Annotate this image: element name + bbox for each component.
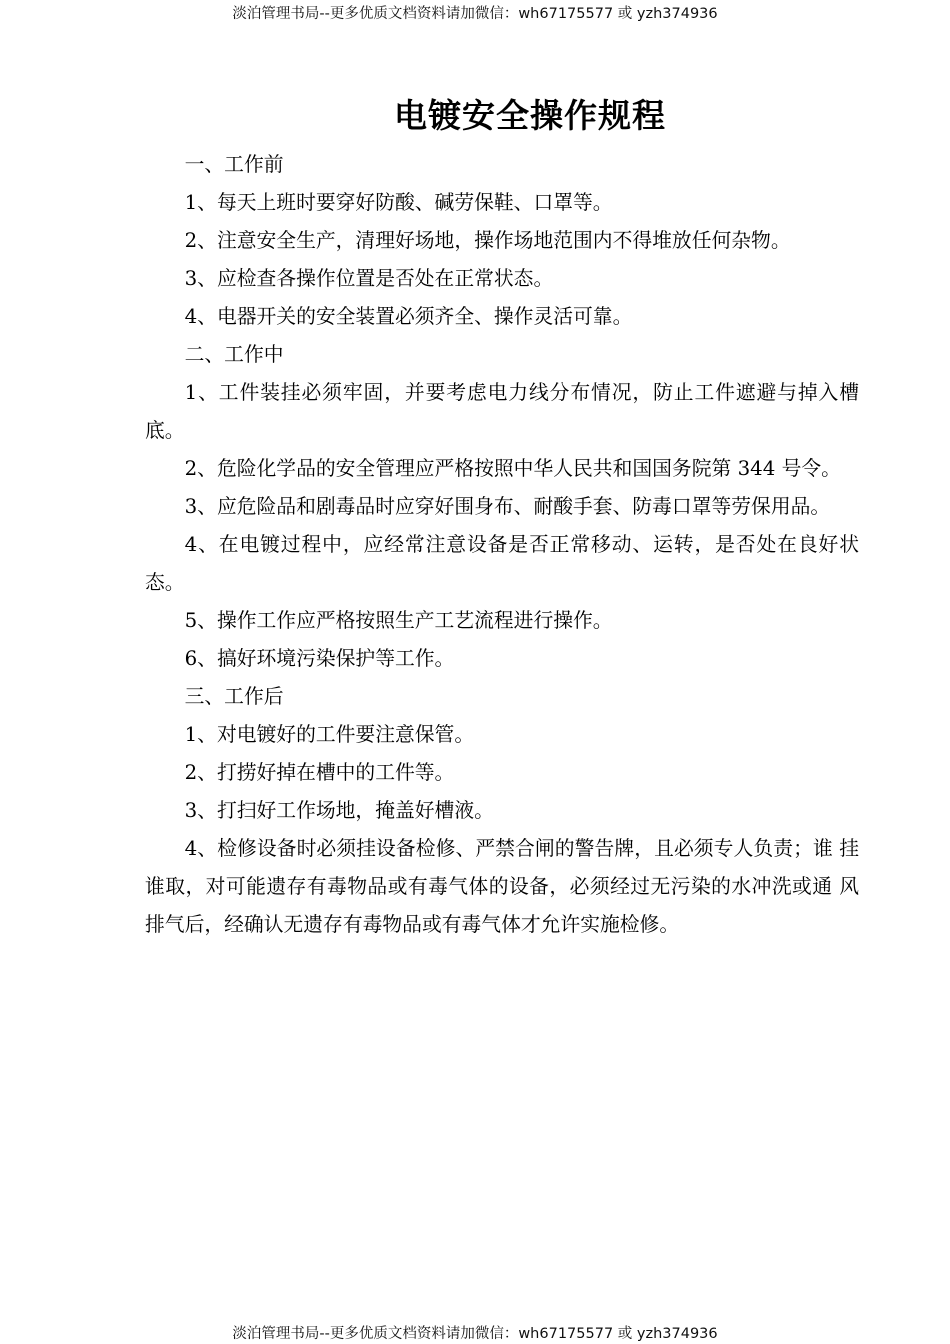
paragraph: 4、检修设备时必须挂设备检修、严禁合闸的警告牌，且必须专人负责；谁 挂谁取，对可能遗存有毒物品或有毒气体的设备，必须经过无污染的水冲洗或通 风排气后，经确认无遗存有毒物品或有毒气体才允许实施检修。 [145, 837, 859, 936]
section-heading: 二、工作中 [184, 343, 284, 366]
section-heading: 三、工作后 [184, 685, 284, 708]
paragraph: 1、对电镀好的工件要注意保管。 [184, 723, 475, 746]
paragraph: 1、工件装挂必须牢固，并要考虑电力线分布情况，防止工件遮避与掉入槽底。 [145, 381, 859, 442]
paragraph: 1、每天上班时要穿好防酸、碱劳保鞋、口罩等。 [184, 191, 613, 214]
document-title: 电镀安全操作规程 [394, 96, 666, 135]
paragraph: 3、应危险品和剧毒品时应穿好围身布、耐酸手套、防毒口罩等劳保用品。 [184, 495, 831, 518]
page-header: 淡泊管理书局--更多优质文档资料请加微信：wh67175577 或 yzh374936 [232, 6, 718, 22]
section-heading: 一、工作前 [184, 153, 284, 176]
paragraph: 4、电器开关的安全装置必须齐全、操作灵活可靠。 [184, 305, 633, 328]
paragraph: 2、注意安全生产，清理好场地，操作场地范围内不得堆放任何杂物。 [184, 229, 791, 252]
paragraph: 5、操作工作应严格按照生产工艺流程进行操作。 [184, 609, 613, 632]
paragraph: 4、在电镀过程中，应经常注意设备是否正常移动、运转，是否处在良好状态。 [145, 533, 859, 594]
page-footer: 淡泊管理书局--更多优质文档资料请加微信：wh67175577 或 yzh374936 [232, 1326, 718, 1342]
paragraph: 6、搞好环境污染保护等工作。 [184, 647, 455, 670]
paragraph: 2、危险化学品的安全管理应严格按照中华人民共和国国务院第 344 号令。 [184, 457, 841, 480]
paragraph: 2、打捞好掉在槽中的工件等。 [184, 761, 455, 784]
paragraph: 3、打扫好工作场地，掩盖好槽液。 [184, 799, 494, 822]
document-body [145, 146, 859, 944]
paragraph: 3、应检查各操作位置是否处在正常状态。 [184, 267, 554, 290]
